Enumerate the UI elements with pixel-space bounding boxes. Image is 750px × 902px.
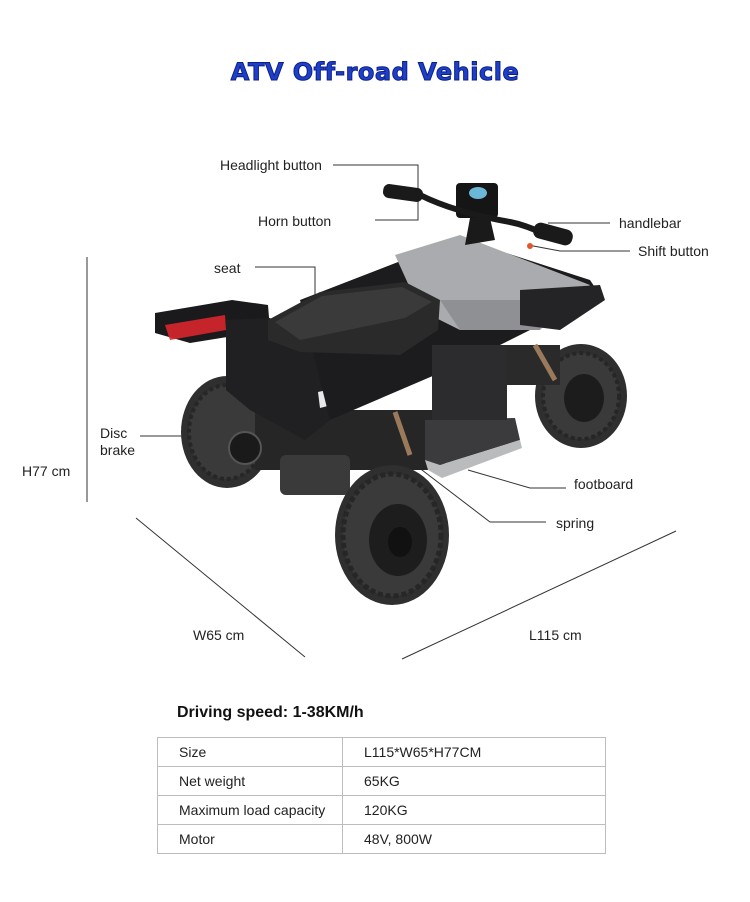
spec-label: Motor bbox=[158, 825, 343, 854]
callout-spring: spring bbox=[556, 515, 595, 531]
table-row bbox=[158, 767, 606, 796]
callout-seat: seat bbox=[214, 260, 241, 276]
spec-value: 65KG bbox=[343, 767, 606, 796]
specs-table bbox=[157, 737, 606, 854]
footboard-shape bbox=[425, 418, 522, 478]
spec-value: L115*W65*H77CM bbox=[343, 738, 606, 767]
spec-label: Size bbox=[158, 738, 343, 767]
height-dimension-label: H77 cm bbox=[22, 463, 71, 479]
callout-horn-button: Horn button bbox=[258, 213, 332, 229]
table-row bbox=[158, 825, 606, 854]
page-title: ATV Off-road Vehicle bbox=[230, 58, 520, 86]
spec-label: Maximum load capacity bbox=[158, 796, 343, 825]
spec-value: 120KG bbox=[343, 796, 606, 825]
table-row bbox=[158, 738, 606, 767]
front-left-tire bbox=[335, 465, 449, 605]
driving-speed: Driving speed: 1-38KM/h bbox=[177, 704, 364, 721]
callout-disc-brake-line2: brake bbox=[100, 442, 136, 458]
callout-headlight-button: Headlight button bbox=[220, 157, 322, 173]
callout-footboard: footboard bbox=[574, 476, 634, 492]
spec-value: 48V, 800W bbox=[343, 825, 606, 854]
spec-label: Net weight bbox=[158, 767, 343, 796]
callout-shift-button: Shift button bbox=[638, 243, 709, 259]
callout-handlebar: handlebar bbox=[619, 215, 682, 231]
length-dimension-label: L115 cm bbox=[529, 627, 582, 643]
callout-disc-brake bbox=[100, 425, 135, 459]
handlebar-assembly bbox=[382, 183, 574, 249]
table-row bbox=[158, 796, 606, 825]
width-dimension-label: W65 cm bbox=[193, 627, 245, 643]
callout-disc-brake-line1: Disc bbox=[100, 425, 128, 441]
disc-brake-shape bbox=[229, 432, 261, 464]
